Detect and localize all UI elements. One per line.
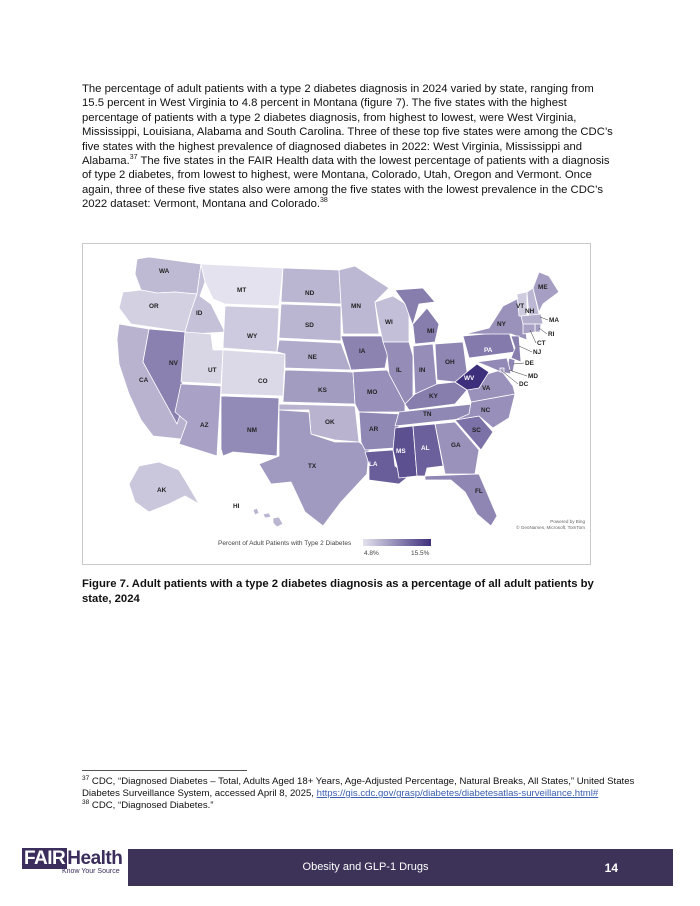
legend (218, 539, 431, 557)
label-WI: WI (385, 319, 393, 326)
logo-tagline: Know Your Source (62, 868, 120, 875)
label-KY: KY (429, 393, 438, 400)
legend-gradient (363, 539, 431, 546)
label-TX: TX (308, 463, 317, 470)
label-WA: WA (159, 268, 170, 275)
state-DC (500, 368, 504, 372)
legend-title: Percent of Adult Patients with Type 2 Diabetes (218, 540, 352, 547)
label-OH: OH (445, 359, 455, 366)
label-CT: CT (537, 340, 546, 347)
label-NJ: NJ (533, 349, 542, 356)
figure-caption: Figure 7. Adult patients with a type 2 diabetes diagnosis as a percentage of all adult patients by state, 2024 (82, 578, 594, 605)
label-NV: NV (169, 360, 178, 367)
label-WV: WV (464, 375, 475, 382)
state-CO (221, 350, 285, 396)
label-MS: MS (396, 448, 406, 455)
footnotes (82, 776, 642, 813)
label-IN: IN (419, 367, 426, 374)
label-MO: MO (367, 389, 378, 396)
us-choropleth-map (82, 243, 591, 565)
legend-max: 15.5% (411, 550, 430, 557)
footnote-37: $^{37}$ CDC, “Diagnosed Diabetes – Total, Adults Aged 18+ Years, Age-Adjusted Percentage, Natural Breaks, All States,” United States Diabetes Surveillance System, accessed April 8, 2025, https://gis.cdc.gov/grasp/diabetes/diabetesatlas-surveillance.html# (82, 774, 635, 800)
label-CO: CO (258, 378, 268, 385)
footnote-rule (82, 770, 247, 771)
label-LA: LA (369, 461, 378, 468)
state-MT (201, 264, 283, 306)
state-HI (253, 508, 283, 527)
label-FL: FL (475, 488, 483, 495)
label-MN: MN (351, 303, 361, 310)
label-AR: AR (369, 426, 379, 433)
label-AZ: AZ (200, 422, 209, 429)
body-paragraph: The percentage of adult patients with a type 2 diabetes diagnosis in 2024 varied by state, ranging from 15.5 percent in West Virginia to 4.8 percent in Montana (figure 7). The five states with the highest percentage of patients with a type 2 diabetes diagnosis, from highest to lowest, were West Virginia, Mississippi, Louisiana, Alabama and South Carolina. Three of these top five states were among the CDC’s five states with the highest prevalence of diagnosed diabetes in 2022: West Virginia, Mississippi and Alabama.$^{37}$ The five states in the FAIR Health data with the lowest percentage of patients with a diagnosis of type 2 diabetes, from lowest to highest, were Montana, Colorado, Utah, Oregon and Vermont. Once again, three of these five states also were among the five states with the lowest prevalence in the CDC’s 2022 dataset: Vermont, Montana and Colorado.$^{38}$ (82, 83, 613, 211)
label-RI: RI (548, 331, 555, 338)
label-HI: HI (233, 503, 240, 510)
state-CT (523, 324, 535, 334)
label-TN: TN (423, 411, 432, 418)
label-NE: NE (308, 354, 317, 361)
map-attribution-data: © GeoNames, Microsoft, TomTom (516, 525, 585, 530)
footer-title: Obesity and GLP-1 Drugs (302, 861, 429, 873)
label-NM: NM (247, 427, 257, 434)
state-ND (281, 268, 341, 304)
page-number: 14 (604, 861, 618, 875)
state-RI (535, 324, 541, 332)
label-UT: UT (208, 367, 217, 374)
label-ME: ME (538, 284, 548, 291)
label-NY: NY (497, 321, 506, 328)
footnote-37-link[interactable]: https://gis.cdc.gov/grasp/diabetes/diabetesatlas-surveillance.html# (316, 788, 599, 800)
label-AK: AK (157, 487, 167, 494)
label-ID: ID (196, 310, 203, 317)
label-MA: MA (549, 317, 559, 324)
label-OK: OK (325, 419, 335, 426)
footer-banner (128, 849, 673, 886)
label-MD: MD (528, 373, 538, 380)
label-MT: MT (237, 287, 247, 294)
map-svg (83, 244, 590, 564)
label-OR: OR (149, 303, 159, 310)
label-WY: WY (247, 333, 258, 340)
footnote-ref-37[interactable]: 37 (129, 154, 138, 162)
state-WY (223, 306, 279, 352)
state-PA (463, 332, 515, 358)
label-VT: VT (516, 303, 525, 310)
label-MI: MI (427, 328, 435, 335)
label-NC: NC (481, 407, 491, 414)
label-SD: SD (305, 322, 314, 329)
label-PA: PA (484, 347, 493, 354)
label-CA: CA (139, 377, 149, 384)
map-attribution-bing: Powered by Bing (550, 519, 585, 524)
fair-health-logo: FAIR Health Know Your Source (24, 848, 123, 875)
label-GA: GA (451, 442, 461, 449)
footnote-ref-38[interactable]: 38 (320, 197, 328, 205)
label-SC: SC (472, 427, 481, 434)
state-FL (425, 474, 497, 526)
state-NM (221, 396, 279, 456)
state-UT (181, 332, 223, 384)
label-ND: ND (305, 290, 315, 297)
label-IL: IL (396, 367, 402, 374)
label-VA: VA (482, 385, 491, 392)
label-DE: DE (525, 360, 534, 367)
state-WA (135, 257, 201, 294)
footnote-38: $^{38}$ CDC, “Diagnosed Diabetes.” (82, 799, 214, 812)
label-IA: IA (359, 348, 366, 355)
state-MA (521, 314, 543, 324)
label-NH: NH (525, 308, 535, 315)
label-AL: AL (421, 445, 430, 452)
legend-min: 4.8% (364, 550, 379, 557)
label-KS: KS (318, 387, 327, 394)
label-DC: DC (519, 381, 529, 388)
